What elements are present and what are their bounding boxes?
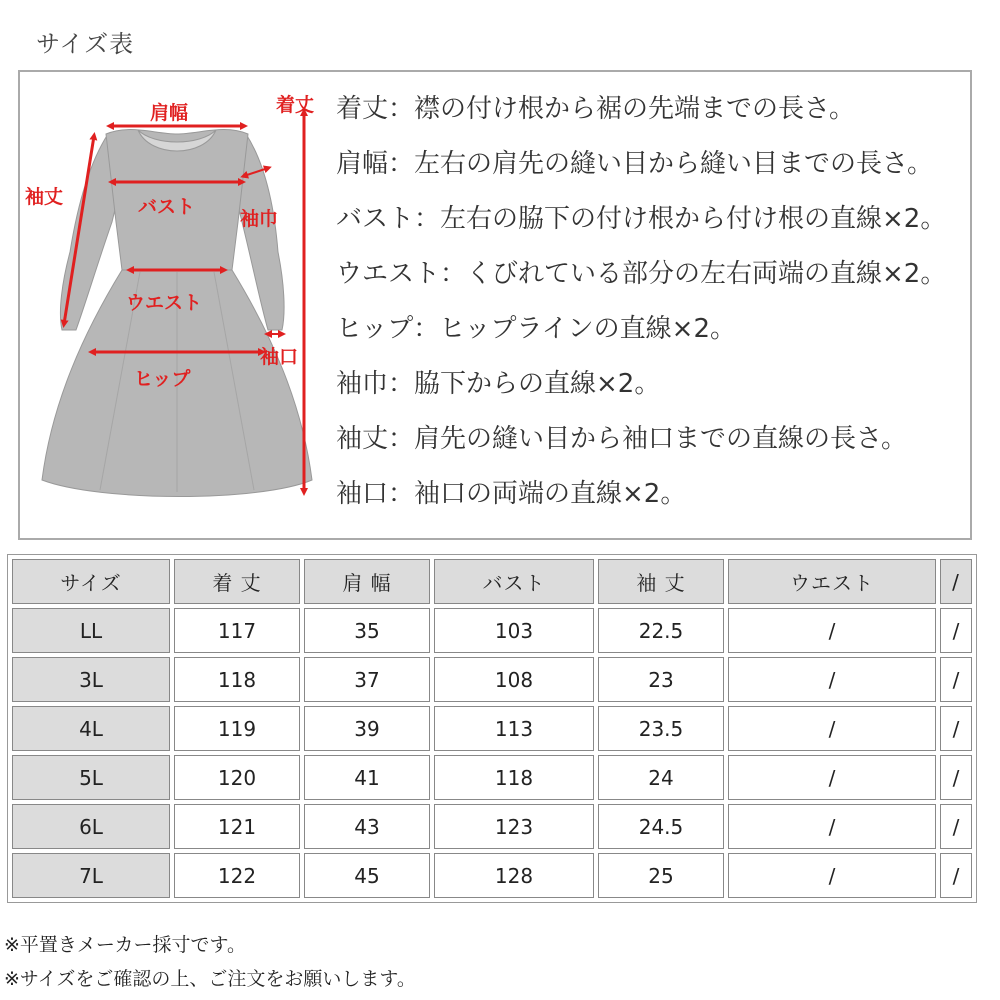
note-confirm-size: ※サイズをご確認の上、ご注文をお願いします。 (4, 968, 416, 990)
cell-waist: / (728, 608, 936, 653)
desc-length: 着丈：襟の付け根から裾の先端までの長さ。 (336, 94, 855, 124)
cell-shoulder: 41 (304, 755, 430, 800)
cell-sleeve-length: 23.5 (598, 706, 724, 751)
bust-label: バスト (138, 196, 196, 218)
cell-blank: / (940, 804, 972, 849)
cell-length: 121 (174, 804, 300, 849)
desc-sleeve-length: 袖丈：肩先の縫い目から袖口までの直線の長さ。 (336, 424, 907, 454)
table-header-row (12, 559, 972, 604)
desc-hip: ヒップ：ヒップラインの直線×2。 (336, 314, 736, 344)
page-title: サイズ表 (36, 30, 135, 58)
desc-shoulder: 肩幅：左右の肩先の縫い目から縫い目までの長さ。 (336, 149, 933, 179)
cell-bust: 103 (434, 608, 594, 653)
desc-sleeve-width: 袖巾：脇下からの直線×2。 (336, 369, 661, 399)
cuff-label: 袖口 (260, 346, 299, 368)
cell-blank: / (940, 853, 972, 898)
note-measurement: ※平置きメーカー採寸です。 (4, 934, 247, 956)
cell-waist: / (728, 657, 936, 702)
header-length: 着 丈 (174, 559, 300, 604)
desc-bust: バスト：左右の脇下の付け根から付け根の直線×2。 (336, 204, 947, 234)
cell-blank: / (940, 706, 972, 751)
table-row (12, 804, 972, 849)
cell-bust: 113 (434, 706, 594, 751)
cell-size: LL (12, 608, 170, 653)
cell-waist: / (728, 755, 936, 800)
cell-size: 5L (12, 755, 170, 800)
cell-sleeve-length: 24.5 (598, 804, 724, 849)
cell-bust: 123 (434, 804, 594, 849)
sleeve-width-label: 袖巾 (240, 208, 279, 230)
cell-size: 4L (12, 706, 170, 751)
header-bust: バスト (434, 559, 594, 604)
cell-sleeve-length: 22.5 (598, 608, 724, 653)
header-sleeve-length: 袖 丈 (598, 559, 724, 604)
table-row (12, 853, 972, 898)
table-row (12, 608, 972, 653)
footnotes (4, 930, 416, 998)
cell-size: 7L (12, 853, 170, 898)
header-size: サイズ (12, 559, 170, 604)
cell-shoulder: 37 (304, 657, 430, 702)
cell-length: 120 (174, 755, 300, 800)
header-blank: / (940, 559, 972, 604)
measurement-descriptions (336, 84, 946, 524)
table-row (12, 755, 972, 800)
desc-cuff: 袖口：袖口の両端の直線×2。 (336, 479, 687, 509)
cell-length: 119 (174, 706, 300, 751)
table-row (12, 706, 972, 751)
length-label: 着丈 (276, 94, 315, 116)
cell-blank: / (940, 608, 972, 653)
header-waist: ウエスト (728, 559, 936, 604)
cell-size: 3L (12, 657, 170, 702)
cell-length: 122 (174, 853, 300, 898)
cell-waist: / (728, 804, 936, 849)
cell-bust: 118 (434, 755, 594, 800)
cell-size: 6L (12, 804, 170, 849)
cell-blank: / (940, 657, 972, 702)
cell-bust: 128 (434, 853, 594, 898)
sleeve-length-label: 袖丈 (25, 186, 64, 208)
cell-waist: / (728, 853, 936, 898)
waist-label: ウエスト (126, 292, 203, 314)
cell-shoulder: 39 (304, 706, 430, 751)
cell-shoulder: 45 (304, 853, 430, 898)
cell-bust: 108 (434, 657, 594, 702)
measurement-diagram (18, 70, 972, 540)
cell-sleeve-length: 25 (598, 853, 724, 898)
cell-waist: / (728, 706, 936, 751)
cell-blank: / (940, 755, 972, 800)
table-row (12, 657, 972, 702)
cell-sleeve-length: 23 (598, 657, 724, 702)
header-shoulder: 肩 幅 (304, 559, 430, 604)
cell-sleeve-length: 24 (598, 755, 724, 800)
size-table (7, 554, 977, 903)
cell-shoulder: 35 (304, 608, 430, 653)
cell-length: 118 (174, 657, 300, 702)
shoulder-label: 肩幅 (150, 102, 189, 124)
desc-waist: ウエスト：くびれている部分の左右両端の直線×2。 (336, 259, 947, 289)
cell-shoulder: 43 (304, 804, 430, 849)
hip-label: ヒップ (134, 368, 191, 390)
cell-length: 117 (174, 608, 300, 653)
